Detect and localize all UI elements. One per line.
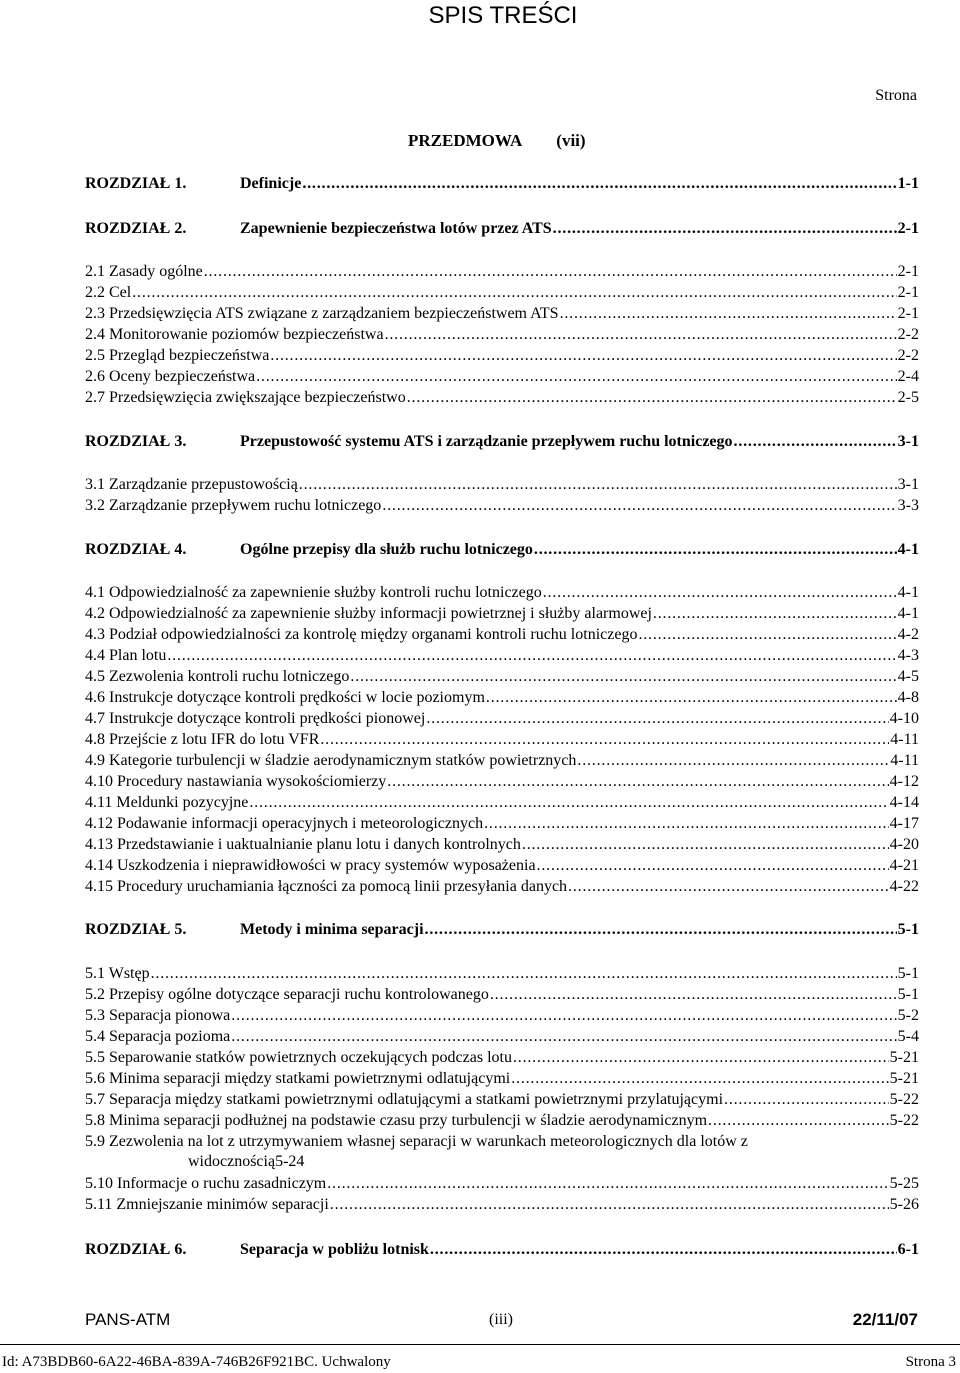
toc-entry-title: 4.15 Procedury uruchamiania łączności za pomocą linii przesyłania danych <box>85 878 568 895</box>
toc-entry-page: 4-3 <box>897 647 919 664</box>
toc-chapter-entry[interactable] <box>85 1240 919 1260</box>
toc-entry-page: 5-21 <box>889 1070 919 1087</box>
toc-entry-page: 3-1 <box>897 476 919 493</box>
preface-entry[interactable] <box>408 131 586 151</box>
toc-entry-title: 2.4 Monitorowanie poziomów bezpieczeństwa <box>85 326 384 343</box>
dot-leader <box>537 856 889 876</box>
dot-leader <box>511 1069 888 1089</box>
dot-leader <box>425 920 897 940</box>
divider <box>0 1344 960 1345</box>
toc-entry-title: 3.2 Zarządzanie przepływem ruchu lotniczego <box>85 497 382 514</box>
toc-entry-title: Separacja w pobliżu lotnisk <box>240 1241 429 1258</box>
toc-entry-page: 6-1 <box>897 1241 919 1258</box>
toc-entry-page: 4-17 <box>889 815 919 832</box>
toc-entry-page: 5-1 <box>897 986 919 1003</box>
dot-leader <box>382 496 896 516</box>
toc-entry-title: 4.5 Zezwolenia kontroli ruchu lotniczego <box>85 668 350 685</box>
document-id: Id: A73BDB60-6A22-46BA-839A-746B26F921BC. Uchwalony <box>2 1354 391 1370</box>
toc-entry[interactable] <box>85 475 919 495</box>
toc-entry-title: 4.12 Podawanie informacji operacyjnych i meteorologicznych <box>85 815 484 832</box>
dot-leader <box>270 346 896 366</box>
toc-entry-page: 1-1 <box>897 175 919 192</box>
toc-entry[interactable] <box>85 793 919 813</box>
toc-entry-page: 2-2 <box>897 347 919 364</box>
dot-leader <box>490 985 897 1005</box>
toc-entry-page: 5-25 <box>889 1175 919 1192</box>
dot-leader <box>560 304 897 324</box>
dot-leader <box>256 367 897 387</box>
dot-leader <box>249 793 888 813</box>
toc-entry-page: 2-4 <box>897 368 919 385</box>
dot-leader <box>132 283 896 303</box>
toc-entry[interactable] <box>85 856 919 876</box>
toc-entry[interactable] <box>85 985 919 1005</box>
toc-entry-title: Definicje <box>240 175 302 192</box>
toc-entry-page: 5-1 <box>897 921 919 938</box>
toc-entry-page: 2-1 <box>897 220 919 237</box>
toc-entry-page: 4-11 <box>890 752 919 769</box>
toc-entry-title: Ogólne przepisy dla służb ruchu lotniczego <box>240 541 533 558</box>
toc-entry-page: 2-1 <box>897 305 919 322</box>
toc-entry-title: 5.3 Separacja pionowa <box>85 1007 231 1024</box>
toc-entry-page: 4-2 <box>897 626 919 643</box>
dot-leader <box>407 388 897 408</box>
toc-entry-title: 5.2 Przepisy ogólne dotyczące separacji ruchu kontrolowanego <box>85 986 489 1003</box>
toc-entry-title: 2.1 Zasady ogólne <box>85 263 203 280</box>
toc-entry-title: 4.8 Przejście z lotu IFR do lotu VFR <box>85 731 320 748</box>
toc-entry-title: 2.3 Przedsięwzięcia ATS związane z zarządzaniem bezpieczeństwem ATS <box>85 305 559 322</box>
toc-entry-title: 4.9 Kategorie turbulencji w śladzie aerodynamicznym statków powietrznych <box>85 752 577 769</box>
toc-entry-title: 4.6 Instrukcje dotyczące kontroli prędkości w locie poziomym <box>85 689 485 706</box>
toc-entry-page: 4-14 <box>889 794 919 811</box>
dot-leader <box>299 475 897 495</box>
toc-entry[interactable] <box>85 262 919 282</box>
toc-entry-page: 4-22 <box>889 878 919 895</box>
toc-entry-title: 2.5 Przegląd bezpieczeństwa <box>85 347 270 364</box>
toc-entry-page: 2-1 <box>897 263 919 280</box>
toc-entry-page: 5-4 <box>897 1028 919 1045</box>
dot-leader <box>151 964 897 984</box>
toc-entry-page: 2-5 <box>897 389 919 406</box>
dot-leader <box>653 604 897 624</box>
toc-entry[interactable] <box>85 835 919 855</box>
toc-entry-page: 5-21 <box>889 1049 919 1066</box>
dot-leader <box>385 325 897 345</box>
toc-entry-title-continued: widocznością <box>188 1153 276 1170</box>
toc-entry-page: 5-24 <box>275 1153 305 1170</box>
toc-entry[interactable] <box>85 325 919 345</box>
toc-entry[interactable] <box>85 709 919 729</box>
toc-entry[interactable] <box>85 667 919 687</box>
toc-entry[interactable] <box>85 625 919 645</box>
toc-entry[interactable] <box>85 1006 919 1026</box>
toc-entry-title: 5.8 Minima separacji podłużnej na podstawie czasu przy turbulencji w śladzie aerodynamicznym <box>85 1112 708 1129</box>
dot-leader <box>522 835 889 855</box>
toc-chapter-entry[interactable] <box>85 432 919 452</box>
toc-entry[interactable] <box>85 730 919 750</box>
toc-entry-page: 2-1 <box>897 284 919 301</box>
toc-entry[interactable] <box>85 964 919 984</box>
page-column-label: Strona <box>875 87 917 104</box>
dot-leader <box>231 1006 896 1026</box>
toc-entry-page: 5-1 <box>897 965 919 982</box>
dot-leader <box>708 1111 889 1131</box>
dot-leader <box>513 1048 889 1068</box>
toc-entry-title: 5.7 Separacja między statkami powietrznymi odlatującymi a statkami powietrznymi przylatującymi <box>85 1091 724 1108</box>
toc-entry-page: 4-1 <box>897 584 919 601</box>
toc-entry[interactable] <box>85 1132 919 1172</box>
toc-entry-title: 4.10 Procedury nastawiania wysokościomierzy <box>85 773 387 790</box>
toc-entry-page: 2-2 <box>897 326 919 343</box>
toc-entry[interactable] <box>85 1069 919 1089</box>
toc-entry[interactable] <box>85 1111 919 1131</box>
dot-leader <box>426 709 888 729</box>
dot-leader <box>387 772 888 792</box>
toc-entry-page: 5-22 <box>889 1091 919 1108</box>
toc-entry-title: 4.2 Odpowiedzialność za zapewnienie służby informacji powietrznej i służby alarmowej <box>85 605 652 622</box>
toc-chapter-entry[interactable] <box>85 920 919 940</box>
toc-entry-page: 4-10 <box>889 710 919 727</box>
toc-chapter-label: ROZDZIAŁ 3. <box>85 433 187 450</box>
footer-page-number: (iii) <box>489 1311 513 1328</box>
toc-entry[interactable] <box>85 388 919 408</box>
toc-entry[interactable] <box>85 1090 919 1110</box>
dot-leader <box>330 1195 889 1215</box>
toc-chapter-entry[interactable] <box>85 219 919 239</box>
toc-entry-page: 4-8 <box>897 689 919 706</box>
dot-leader <box>734 432 897 452</box>
footer-document-name: PANS-ATM <box>85 1310 171 1329</box>
toc-entry-title: 5.11 Zmniejszanie minimów separacji <box>85 1196 329 1213</box>
toc-entry-title: 3.1 Zarządzanie przepustowością <box>85 476 298 493</box>
toc-entry-title: 4.13 Przedstawianie i uaktualnianie planu lotu i danych kontrolnych <box>85 836 521 853</box>
toc-entry-title: 5.4 Separacja pozioma <box>85 1028 231 1045</box>
preface-page: (vii) <box>556 131 586 150</box>
toc-entry-title: 4.1 Odpowiedzialność za zapewnienie służby kontroli ruchu lotniczego <box>85 584 542 601</box>
toc-entry-title: 5.5 Separowanie statków powietrznych oczekujących podczas lotu <box>85 1049 512 1066</box>
toc-chapter-label: ROZDZIAŁ 1. <box>85 175 187 192</box>
toc-entry[interactable] <box>85 1195 919 1215</box>
dot-leader <box>638 625 896 645</box>
toc-entry-page: 4-1 <box>897 605 919 622</box>
toc-entry-page: 4-11 <box>890 731 919 748</box>
page-indicator: Strona 3 <box>905 1354 956 1370</box>
toc-entry-title: 2.2 Cel <box>85 284 132 301</box>
toc-entry[interactable] <box>85 1048 919 1068</box>
toc-entry[interactable] <box>85 877 919 897</box>
toc-entry[interactable] <box>85 283 919 303</box>
toc-entry[interactable] <box>85 772 919 792</box>
dot-leader <box>534 540 897 560</box>
toc-chapter-label: ROZDZIAŁ 4. <box>85 541 187 558</box>
toc-entry-title: 4.3 Podział odpowiedzialności za kontrolę między organami kontroli ruchu lotniczego <box>85 626 638 643</box>
toc-entry-page: 5-22 <box>889 1112 919 1129</box>
dot-leader <box>486 688 897 708</box>
toc-entry-title: 4.4 Plan lotu <box>85 647 167 664</box>
toc-entry[interactable] <box>85 688 919 708</box>
toc-entry[interactable] <box>85 1174 919 1194</box>
toc-entry[interactable] <box>85 751 919 771</box>
page-title: SPIS TREŚCI <box>428 2 578 29</box>
toc-entry-title: 4.7 Instrukcje dotyczące kontroli prędkości pionowej <box>85 710 426 727</box>
toc-entry-title: Zapewnienie bezpieczeństwa lotów przez ATS <box>240 220 552 237</box>
dot-leader <box>302 174 896 194</box>
toc-chapter-entry[interactable] <box>85 174 919 194</box>
toc-chapter-entry[interactable] <box>85 540 919 560</box>
dot-leader <box>484 814 889 834</box>
dot-leader <box>320 730 889 750</box>
toc-chapter-label: ROZDZIAŁ 5. <box>85 921 187 938</box>
dot-leader <box>327 1174 888 1194</box>
toc-entry-title: 5.10 Informacje o ruchu zasadniczym <box>85 1175 327 1192</box>
toc-entry[interactable] <box>85 1027 919 1047</box>
footer-date: 22/11/07 <box>852 1310 918 1329</box>
toc-entry-title: 4.14 Uszkodzenia i nieprawidłowości w pracy systemów wyposażenia <box>85 857 536 874</box>
toc-entry-title: Przepustowość systemu ATS i zarządzanie przepływem ruchu lotniczego <box>240 433 733 450</box>
toc-entry-page: 4-20 <box>889 836 919 853</box>
toc-entry-title: 5.9 Zezwolenia na lot z utrzymywaniem własnej separacji w warunkach meteorologicznych dla lotów z <box>85 1133 748 1150</box>
toc-entry-title: Metody i minima separacji <box>240 921 424 938</box>
toc-entry-page: 4-21 <box>889 857 919 874</box>
toc-entry[interactable] <box>85 604 919 624</box>
toc-chapter-label: ROZDZIAŁ 2. <box>85 220 187 237</box>
dot-leader <box>543 583 897 603</box>
toc-entry-title: 5.1 Wstęp <box>85 965 150 982</box>
toc-entry-page: 4-1 <box>897 541 919 558</box>
toc-entry[interactable] <box>85 346 919 366</box>
toc-entry[interactable] <box>85 304 919 324</box>
dot-leader <box>231 1027 896 1047</box>
dot-leader <box>167 646 896 666</box>
toc-entry-page: 3-3 <box>897 497 919 514</box>
toc-entry-page: 4-12 <box>889 773 919 790</box>
toc-entry-title: 4.11 Meldunki pozycyjne <box>85 794 249 811</box>
toc-entry-page: 5-2 <box>897 1007 919 1024</box>
toc-entry-title: 5.6 Minima separacji między statkami powietrznymi odlatującymi <box>85 1070 511 1087</box>
dot-leader <box>568 877 889 897</box>
toc-entry-page: 5-26 <box>889 1196 919 1213</box>
toc-chapter-label: ROZDZIAŁ 6. <box>85 1241 187 1258</box>
dot-leader <box>204 262 897 282</box>
toc-entry-page: 4-5 <box>897 668 919 685</box>
toc-entry[interactable] <box>85 646 919 666</box>
toc-entry-title: 2.6 Oceny bezpieczeństwa <box>85 368 256 385</box>
dot-leader <box>553 219 897 239</box>
toc-entry[interactable] <box>85 496 919 516</box>
preface-label: PRZEDMOWA <box>408 131 523 150</box>
toc-entry-title: 2.7 Przedsięwzięcia zwiększające bezpieczeństwo <box>85 389 406 406</box>
toc-entry[interactable] <box>85 583 919 603</box>
toc-entry[interactable] <box>85 367 919 387</box>
dot-leader <box>350 667 896 687</box>
toc-entry[interactable] <box>85 814 919 834</box>
dot-leader <box>577 751 889 771</box>
dot-leader <box>430 1240 897 1260</box>
toc-entry-page: 3-1 <box>897 433 919 450</box>
dot-leader <box>724 1090 889 1110</box>
